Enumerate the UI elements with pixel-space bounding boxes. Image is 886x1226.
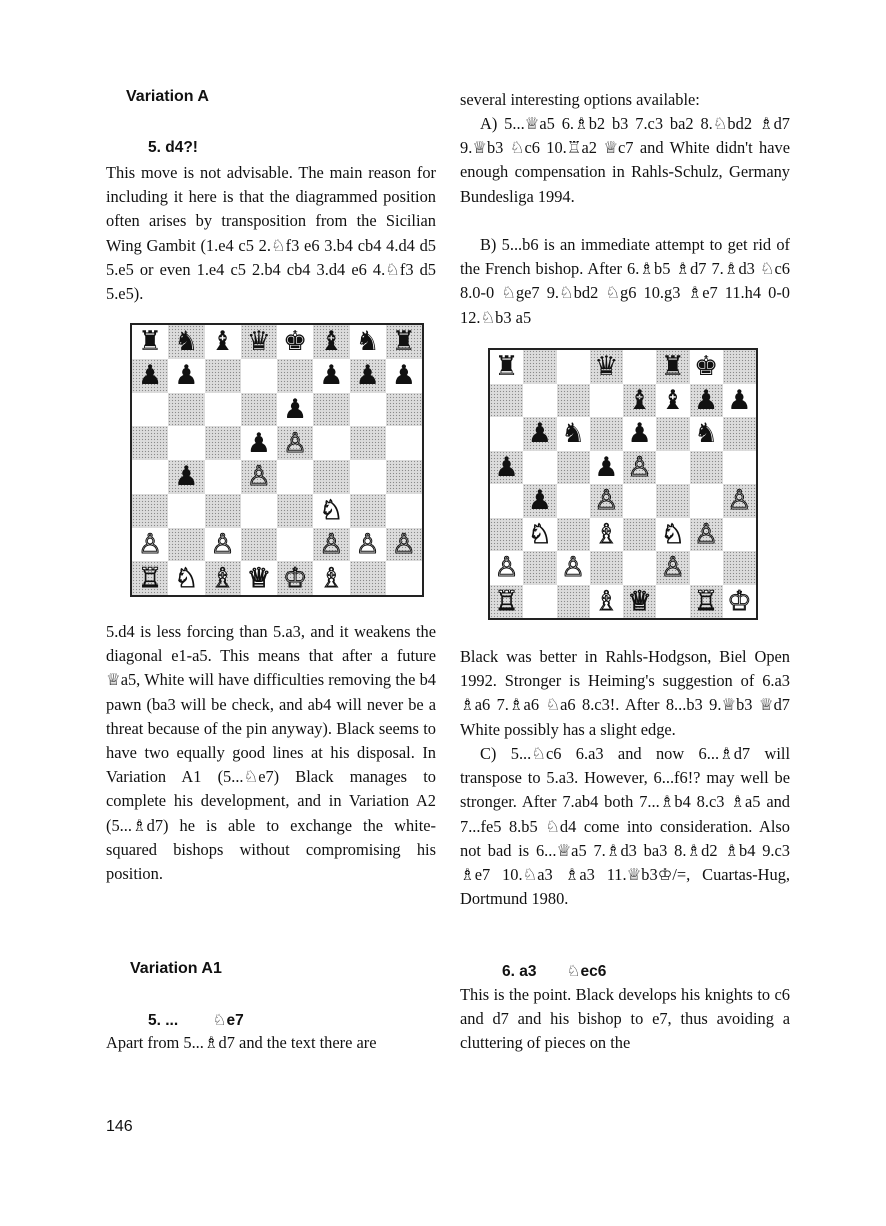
- square-f7: [313, 359, 349, 393]
- square-c1: [205, 561, 241, 595]
- black-pawn-icon: ♟: [494, 451, 519, 483]
- square-d3: [241, 494, 277, 528]
- square-f8: [313, 325, 349, 359]
- square-f6: [313, 393, 349, 427]
- white-pawn-icon: ♙: [319, 528, 344, 560]
- square-c8: [205, 325, 241, 359]
- square-b2: [168, 528, 204, 562]
- square-g8: [350, 325, 386, 359]
- black-pawn-icon: ♟: [319, 360, 344, 392]
- paragraph-intro: This move is not advisable. The main reason for including it here is that the diagrammed position often arises by transposition from the Sicilian Wing Gambit (1.e4 c5 2.♘f3 e6 3.b4 cb4 4.d4 d5 5.e5 or even 1.e4 c5 2.b4 cb4 3.d4 e6 4.♘f3 d5 5.e5).: [106, 163, 436, 304]
- square-b3: [523, 518, 556, 552]
- white-bishop-icon: ♗: [594, 585, 619, 617]
- square-a1: [490, 585, 523, 619]
- chess-diagram-1: [130, 323, 424, 597]
- square-f4: [656, 484, 689, 518]
- white-queen-icon: ♕: [246, 562, 271, 594]
- square-h8: [386, 325, 422, 359]
- square-a2: [132, 528, 168, 562]
- white-bishop-icon: ♗: [319, 562, 344, 594]
- black-pawn-icon: ♟: [283, 393, 308, 425]
- black-knight-icon: ♞: [561, 418, 586, 450]
- square-a3: [132, 494, 168, 528]
- square-d5: [241, 426, 277, 460]
- square-c6: [205, 393, 241, 427]
- square-c2: [557, 551, 590, 585]
- square-h7: [386, 359, 422, 393]
- square-f2: [656, 551, 689, 585]
- square-h7: [723, 384, 756, 418]
- square-a3: [490, 518, 523, 552]
- black-knight-icon: ♞: [174, 326, 199, 358]
- square-a5: [132, 426, 168, 460]
- square-b6: [523, 417, 556, 451]
- black-pawn-icon: ♟: [246, 427, 271, 459]
- black-pawn-icon: ♟: [391, 360, 416, 392]
- square-c2: [205, 528, 241, 562]
- square-b3: [168, 494, 204, 528]
- white-pawn-icon: ♙: [210, 528, 235, 560]
- black-knight-icon: ♞: [694, 418, 719, 450]
- square-b6: [168, 393, 204, 427]
- square-d6: [241, 393, 277, 427]
- square-b1: [168, 561, 204, 595]
- white-knight-icon: ♘: [174, 562, 199, 594]
- square-g7: [690, 384, 723, 418]
- paragraph-option-c: C) 5...♘c6 6.a3 and now 6...♗d7 will transpose to 5.a3. However, 6...f6!? may well be stronger. After 7.ab4 both 7...♗b4 8.c3 ♗a5 and 7...fe5 8.b5 ♘d4 come into consideration. Also not bad is 6...♕a5 7.♗d3 ba3 8.♗d2 ♗b4 9.c3 ♗e7 10.♘a3 ♗a3 11.♕b3♔/=, Cuartas-Hug, Dortmund 1980.: [460, 744, 790, 909]
- paragraph-apart: Apart from 5...♗d7 and the text there are: [106, 1033, 377, 1052]
- square-e7: [623, 384, 656, 418]
- black-pawn-icon: ♟: [594, 451, 619, 483]
- square-d1: [590, 585, 623, 619]
- square-a7: [490, 384, 523, 418]
- white-bishop-icon: ♗: [594, 518, 619, 550]
- square-c3: [557, 518, 590, 552]
- square-e8: [623, 350, 656, 384]
- paragraph-option-a: A) 5...♕a5 6.♗b2 b3 7.c3 ba2 8.♘bd2 ♗d7 9.♕b3 ♘c6 10.♖a2 ♕c7 and White didn't have enough compensation in Rahls-Schulz, Germany Bundesliga 1994.: [460, 114, 790, 206]
- black-pawn-icon: ♟: [727, 384, 752, 416]
- black-king-icon: ♚: [283, 326, 308, 358]
- square-c4: [557, 484, 590, 518]
- square-f4: [313, 460, 349, 494]
- heading-variation-a: Variation A: [126, 88, 209, 105]
- square-b7: [168, 359, 204, 393]
- square-f5: [656, 451, 689, 485]
- square-g6: [350, 393, 386, 427]
- move-heading: 6. a3 ♘ec6: [502, 963, 607, 980]
- square-d7: [241, 359, 277, 393]
- square-e2: [623, 551, 656, 585]
- square-e3: [277, 494, 313, 528]
- square-g2: [350, 528, 386, 562]
- black-bishop-icon: ♝: [210, 326, 235, 358]
- square-b8: [523, 350, 556, 384]
- black-bishop-icon: ♝: [319, 326, 344, 358]
- square-h6: [723, 417, 756, 451]
- square-e3: [623, 518, 656, 552]
- white-knight-icon: ♘: [527, 518, 552, 550]
- square-h8: [723, 350, 756, 384]
- black-pawn-icon: ♟: [527, 418, 552, 450]
- black-pawn-icon: ♟: [627, 418, 652, 450]
- black-king-icon: ♚: [694, 351, 719, 383]
- square-e6: [277, 393, 313, 427]
- white-bishop-icon: ♗: [210, 562, 235, 594]
- square-a4: [132, 460, 168, 494]
- square-e4: [277, 460, 313, 494]
- square-d8: [241, 325, 277, 359]
- square-b8: [168, 325, 204, 359]
- square-f2: [313, 528, 349, 562]
- white-pawn-icon: ♙: [355, 528, 380, 560]
- square-a5: [490, 451, 523, 485]
- square-h4: [386, 460, 422, 494]
- black-pawn-icon: ♟: [174, 360, 199, 392]
- square-d7: [590, 384, 623, 418]
- paragraph-d4-analysis: 5.d4 is less forcing than 5.a3, and it weakens the diagonal e1-a5. This means that after a future ♕a5, White will have difficulties removing the b4 pawn (ba3 will be check, and ab4 will never be a threat because of the pin anyway). Black seems to have two equally good lines at his disposal. In Variation A1 (5...♘e7) Black manages to complete his development, and in Variation A2 (5...♗d7) he is able to exchange the white-squared bishops without compromising his position.: [106, 622, 436, 884]
- move-heading: 5. ... ♘e7: [148, 1012, 244, 1029]
- white-queen-icon: ♕: [627, 585, 652, 617]
- square-a6: [132, 393, 168, 427]
- white-pawn-icon: ♙: [391, 528, 416, 560]
- square-e6: [623, 417, 656, 451]
- white-rook-icon: ♖: [694, 585, 719, 617]
- square-a4: [490, 484, 523, 518]
- square-g3: [350, 494, 386, 528]
- square-f5: [313, 426, 349, 460]
- square-b7: [523, 384, 556, 418]
- square-h1: [723, 585, 756, 619]
- square-h1: [386, 561, 422, 595]
- white-pawn-icon: ♙: [660, 552, 685, 584]
- square-b2: [523, 551, 556, 585]
- black-pawn-icon: ♟: [694, 384, 719, 416]
- square-e1: [277, 561, 313, 595]
- square-c5: [205, 426, 241, 460]
- black-pawn-icon: ♟: [355, 360, 380, 392]
- square-g6: [690, 417, 723, 451]
- square-c7: [557, 384, 590, 418]
- square-d6: [590, 417, 623, 451]
- square-e1: [623, 585, 656, 619]
- chess-diagram-2: [488, 348, 758, 620]
- square-c6: [557, 417, 590, 451]
- black-queen-icon: ♛: [594, 351, 619, 383]
- square-c5: [557, 451, 590, 485]
- square-g2: [690, 551, 723, 585]
- square-d2: [590, 551, 623, 585]
- square-b1: [523, 585, 556, 619]
- square-d2: [241, 528, 277, 562]
- white-pawn-icon: ♙: [494, 552, 519, 584]
- white-pawn-icon: ♙: [246, 461, 271, 493]
- white-pawn-icon: ♙: [138, 528, 163, 560]
- square-a6: [490, 417, 523, 451]
- white-pawn-icon: ♙: [561, 552, 586, 584]
- square-d5: [590, 451, 623, 485]
- paragraph-black-better: Black was better in Rahls-Hodgson, Biel Open 1992. Stronger is Heiming's suggestion of 6.a3 ♗a6 7.♗a6 ♘a6 8.c3!. After 8...b3 9.♕b3 ♕d7 White possibly has a slight edge.: [460, 647, 790, 739]
- white-pawn-icon: ♙: [283, 427, 308, 459]
- white-knight-icon: ♘: [319, 495, 344, 527]
- paragraph-options: several interesting options available:: [460, 90, 700, 109]
- square-h2: [386, 528, 422, 562]
- square-h2: [723, 551, 756, 585]
- square-a8: [132, 325, 168, 359]
- square-e4: [623, 484, 656, 518]
- white-pawn-icon: ♙: [727, 485, 752, 517]
- square-b4: [168, 460, 204, 494]
- square-h3: [723, 518, 756, 552]
- square-g5: [350, 426, 386, 460]
- white-pawn-icon: ♙: [627, 451, 652, 483]
- square-h6: [386, 393, 422, 427]
- black-bishop-icon: ♝: [627, 384, 652, 416]
- square-d4: [590, 484, 623, 518]
- move-heading: 5. d4?!: [148, 139, 198, 156]
- square-h3: [386, 494, 422, 528]
- black-rook-icon: ♜: [660, 351, 685, 383]
- square-g1: [690, 585, 723, 619]
- square-g5: [690, 451, 723, 485]
- white-pawn-icon: ♙: [694, 518, 719, 550]
- square-f3: [656, 518, 689, 552]
- black-pawn-icon: ♟: [138, 360, 163, 392]
- square-b4: [523, 484, 556, 518]
- square-g4: [350, 460, 386, 494]
- square-e7: [277, 359, 313, 393]
- square-f6: [656, 417, 689, 451]
- square-d3: [590, 518, 623, 552]
- square-a2: [490, 551, 523, 585]
- square-g1: [350, 561, 386, 595]
- page-number: 146: [106, 1118, 133, 1135]
- black-pawn-icon: ♟: [174, 461, 199, 493]
- heading-variation-a1: Variation A1: [130, 960, 222, 977]
- square-e5: [277, 426, 313, 460]
- square-d1: [241, 561, 277, 595]
- square-h4: [723, 484, 756, 518]
- square-e8: [277, 325, 313, 359]
- black-rook-icon: ♜: [391, 326, 416, 358]
- black-knight-icon: ♞: [355, 326, 380, 358]
- square-f7: [656, 384, 689, 418]
- square-c8: [557, 350, 590, 384]
- square-b5: [523, 451, 556, 485]
- square-e2: [277, 528, 313, 562]
- paragraph-option-b: B) 5...b6 is an immediate attempt to get rid of the French bishop. After 6.♗b5 ♗d7 7.♗d3 ♘c6 8.0-0 ♘ge7 9.♘bd2 ♘g6 10.g3 ♗e7 11.h4 0-0 12.♘b3 a5: [460, 235, 790, 327]
- black-rook-icon: ♜: [494, 351, 519, 383]
- square-f8: [656, 350, 689, 384]
- white-knight-icon: ♘: [660, 518, 685, 550]
- square-f3: [313, 494, 349, 528]
- square-a7: [132, 359, 168, 393]
- square-g8: [690, 350, 723, 384]
- white-rook-icon: ♖: [494, 585, 519, 617]
- black-queen-icon: ♛: [246, 326, 271, 358]
- square-g4: [690, 484, 723, 518]
- square-c4: [205, 460, 241, 494]
- black-bishop-icon: ♝: [660, 384, 685, 416]
- square-h5: [723, 451, 756, 485]
- square-a1: [132, 561, 168, 595]
- white-pawn-icon: ♙: [594, 485, 619, 517]
- black-pawn-icon: ♟: [527, 485, 552, 517]
- square-b5: [168, 426, 204, 460]
- square-h5: [386, 426, 422, 460]
- square-g7: [350, 359, 386, 393]
- square-d4: [241, 460, 277, 494]
- white-rook-icon: ♖: [138, 562, 163, 594]
- square-f1: [313, 561, 349, 595]
- paragraph-point: This is the point. Black develops his knights to c6 and d7 and his bishop to e7, thus avoiding a cluttering of pieces on the: [460, 985, 790, 1053]
- square-a8: [490, 350, 523, 384]
- square-c7: [205, 359, 241, 393]
- square-d8: [590, 350, 623, 384]
- square-g3: [690, 518, 723, 552]
- black-rook-icon: ♜: [138, 326, 163, 358]
- white-king-icon: ♔: [727, 585, 752, 617]
- square-c1: [557, 585, 590, 619]
- square-f1: [656, 585, 689, 619]
- square-e5: [623, 451, 656, 485]
- square-c3: [205, 494, 241, 528]
- white-king-icon: ♔: [283, 562, 308, 594]
